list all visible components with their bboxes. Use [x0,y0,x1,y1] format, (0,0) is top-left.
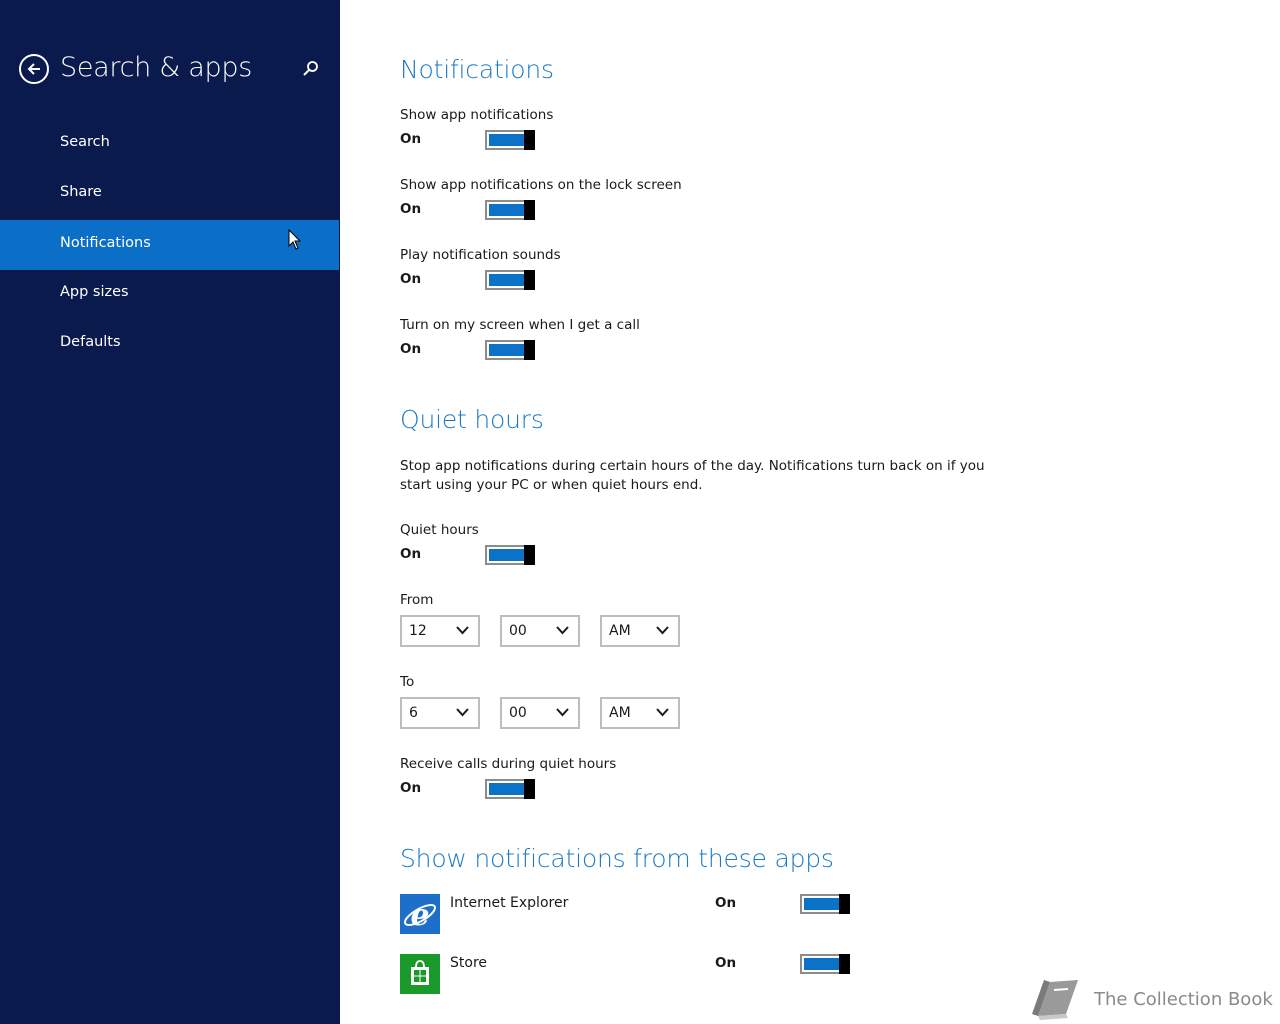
toggle-state: On [400,780,422,796]
notification-sounds-toggle[interactable] [485,270,535,290]
chevron-down-icon [556,708,569,717]
sidebar [0,0,340,1024]
to-hour-select[interactable] [400,697,480,729]
show-app-notifications-toggle[interactable] [485,130,535,150]
quiet-hours-description: Stop app notifications during certain hours of the day. Notifications turn back on if you start using your PC or when quiet hours end. [400,458,985,493]
select-value: 00 [509,705,527,721]
sidebar-item-defaults[interactable] [0,319,339,369]
setting-label: Quiet hours [400,522,479,538]
setting-label: Turn on my screen when I get a call [400,317,640,333]
chevron-down-icon [656,626,669,635]
select-value: AM [609,705,631,721]
chevron-down-icon [456,626,469,635]
book-icon [1028,976,1082,1022]
chevron-down-icon [656,708,669,717]
chevron-down-icon [456,708,469,717]
watermark [1028,976,1273,1022]
select-value: 00 [509,623,527,639]
from-label: From [400,592,434,608]
select-value: 12 [409,623,427,639]
sidebar-item-app-sizes[interactable] [0,269,339,319]
sidebar-item-label: Defaults [60,334,121,350]
sidebar-item-label: Notifications [60,235,151,251]
quiet-hours-toggle[interactable] [485,545,535,565]
apps-heading: Show notifications from these apps [400,844,834,873]
app-name: Internet Explorer [450,895,569,911]
main-content [340,0,1280,1024]
setting-label: Show app notifications [400,107,554,123]
setting-label: Receive calls during quiet hours [400,756,617,772]
sidebar-item-label: App sizes [60,284,129,300]
toggle-state: On [400,546,422,562]
from-minute-select[interactable] [500,615,580,647]
lock-screen-notifications-toggle[interactable] [485,200,535,220]
from-hour-select[interactable] [400,615,480,647]
screen-on-call-toggle[interactable] [485,340,535,360]
app-name: Store [450,955,488,971]
notifications-heading: Notifications [400,55,554,84]
to-period-select[interactable] [600,697,680,729]
sidebar-item-label: Share [60,184,102,200]
to-label: To [400,674,415,690]
watermark-text: The Collection Book [1094,988,1273,1010]
back-button[interactable] [19,54,49,84]
search-button[interactable] [302,60,320,78]
toggle-state: On [715,895,737,911]
store-toggle[interactable] [800,954,850,974]
receive-calls-toggle[interactable] [485,779,535,799]
toggle-state: On [400,341,422,357]
internet-explorer-icon [400,894,440,934]
toggle-state: On [400,271,422,287]
svg-text:e: e [410,898,430,933]
quiet-hours-heading: Quiet hours [400,405,544,434]
search-icon [302,60,320,78]
select-value: 6 [409,705,418,721]
back-arrow-icon [26,61,42,77]
select-value: AM [609,623,631,639]
chevron-down-icon [556,626,569,635]
internet-explorer-toggle[interactable] [800,894,850,914]
setting-label: Show app notifications on the lock screen [400,177,682,193]
sidebar-item-label: Search [60,134,110,150]
to-minute-select[interactable] [500,697,580,729]
toggle-state: On [400,131,422,147]
toggle-state: On [400,201,422,217]
from-period-select[interactable] [600,615,680,647]
toggle-state: On [715,955,737,971]
sidebar-item-share[interactable] [0,169,339,219]
setting-label: Play notification sounds [400,247,561,263]
sidebar-item-search[interactable] [0,119,339,169]
mouse-cursor-icon [288,229,302,251]
sidebar-title: Search & apps [60,52,252,83]
store-icon [400,954,440,994]
